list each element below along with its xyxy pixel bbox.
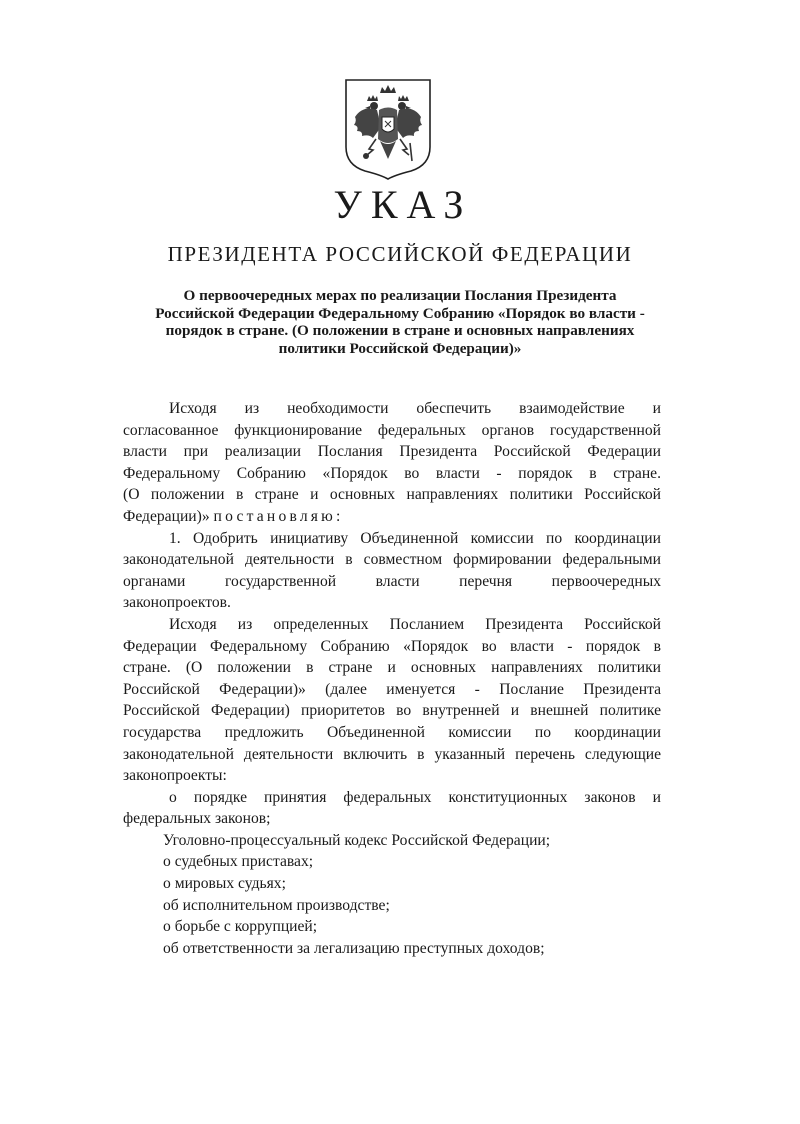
heading-line: политики Российской Федерации)» [278, 339, 522, 357]
body-line: 1. Одобрить инициативу Объединенной комиссии по координации [169, 529, 661, 547]
list-item: об исполнительном производстве; [163, 896, 390, 914]
body-line: законопроектов. [123, 594, 231, 612]
body-line: Федерации Федеральному Собранию «Порядок во власти - порядок в [123, 637, 661, 655]
body-line: Федеральному Собранию «Порядок во власти - порядок в стране. [123, 464, 661, 482]
body-line: законодательной деятельности включить в указанный перечень следующие [123, 745, 661, 763]
heading-line: порядок в стране. (О положении в стране и основных направлениях [165, 322, 635, 339]
double-headed-eagle-emblem-icon [343, 77, 433, 181]
coat-of-arms-emblem [343, 77, 433, 181]
body-line: Исходя из определенных Посланием Президента Российской [169, 615, 661, 633]
body-line: Российской Федерации)» (далее именуется - Послание Президента [123, 680, 661, 698]
body-line: Российской Федерации) приоритетов во внутренней и внешней политике [123, 702, 661, 720]
list-item: о мировых судьях; [163, 875, 286, 893]
body-line: власти при реализации Послания Президента Российской Федерации [123, 443, 661, 461]
decree-keyword: постановляю: [213, 507, 344, 525]
heading-line: О первоочередных мерах по реализации Послания Президента [183, 287, 617, 304]
heading-line: Российской Федерации Федеральному Собранию «Порядок во власти - [155, 304, 645, 322]
body-line: Исходя из необходимости обеспечить взаимодействие и [169, 400, 661, 417]
decree-heading [110, 287, 690, 357]
list-item: об ответственности за легализацию преступных доходов; [163, 939, 545, 957]
decree-body [123, 398, 661, 959]
body-line: Федерации)» [123, 507, 210, 525]
body-line: органами государственной власти перечня первоочередных [123, 572, 661, 590]
list-item: о борьбе с коррупцией; [163, 918, 318, 936]
body-line: (О положении в стране и основных направлениях политики Российской [123, 486, 661, 504]
body-line: стране. (О положении в стране и основных направлениях политики [123, 659, 661, 677]
document-subtitle: ПРЕЗИДЕНТА РОССИЙСКОЙ ФЕДЕРАЦИИ [167, 242, 633, 266]
body-line-with-decree [123, 506, 661, 528]
list-item: Уголовно-процессуальный кодекс Российской Федерации; [163, 831, 551, 849]
list-item: о судебных приставах; [163, 853, 314, 871]
body-line: согласованное функционирование федеральных органов государственной [123, 421, 661, 439]
document-title: УКАЗ [333, 182, 473, 227]
body-line: государства предложить Объединенной комиссии по координации [123, 723, 661, 741]
body-line: законопроекты: [123, 767, 227, 785]
body-line: о порядке принятия федеральных конституционных законов и [169, 788, 661, 806]
body-line: федеральных законов; [123, 810, 271, 828]
body-line: законодательной деятельности в совместном формировании федеральными [123, 551, 661, 569]
